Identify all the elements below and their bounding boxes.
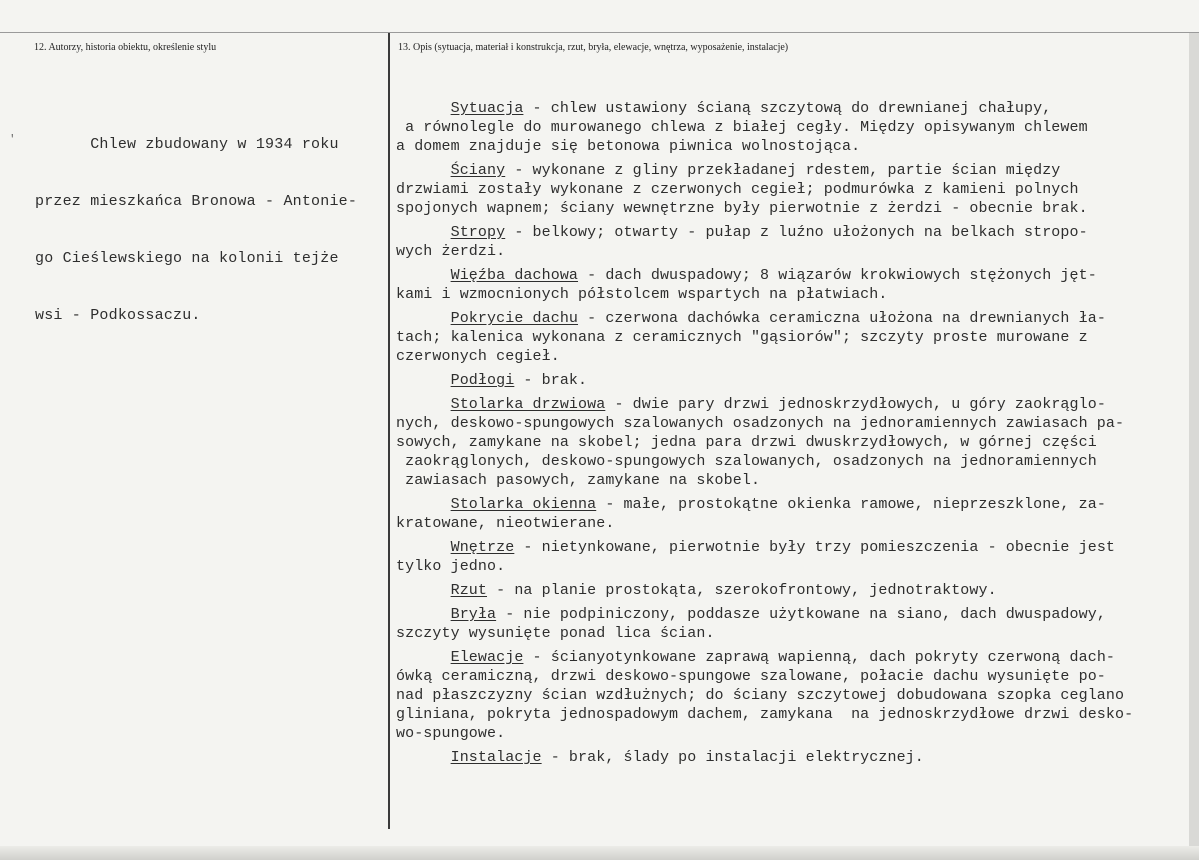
section-13-header: 13. Opis (sytuacja, materiał i konstrukcja, rzut, bryła, elewacje, wnętrza, wyposażenie, instalacje)	[398, 42, 789, 53]
paragraph-heading: Więźba dachowa	[450, 267, 579, 284]
paragraph-indent	[396, 224, 451, 241]
margin-mark: '	[9, 134, 16, 146]
description-paragraph	[396, 605, 1186, 643]
paragraph-line: ówką ceramiczną, drzwi deskowo-spungowe szalowane, połacie dachu wysunięte po-	[396, 668, 1106, 685]
paragraph-heading: Instalacje	[450, 749, 542, 766]
history-text	[35, 97, 380, 344]
paragraph-line: szczyty wysunięte ponad lica ścian.	[396, 625, 715, 642]
paragraph-heading: Stropy	[450, 224, 506, 241]
paragraph-indent	[396, 606, 451, 623]
paragraph-first-line	[396, 581, 1186, 600]
paragraph-heading: Bryła	[450, 606, 497, 623]
paragraph-line: tylko jedno.	[396, 558, 506, 575]
paragraph-indent	[396, 496, 451, 513]
description-paragraph	[396, 395, 1186, 490]
paragraph-line: gliniana, pokryta jednospadowym dachem, zamykana na jednoskrzydłowe drzwi desko-	[396, 706, 1134, 723]
paragraph-text: - dach dwuspadowy; 8 wiązarów krokwiowych stężonych jęt-	[578, 267, 1097, 284]
paragraph-first-line	[396, 538, 1186, 557]
paragraph-line: drzwiami zostały wykonane z czerwonych cegieł; podmurówka z kamieni polnych	[396, 181, 1079, 198]
page-bottom-edge	[0, 846, 1199, 860]
paragraph-heading: Podłogi	[450, 372, 515, 389]
paragraph-indent	[396, 100, 451, 117]
description-paragraph	[396, 371, 1186, 390]
top-rule	[0, 32, 1199, 33]
paragraph-first-line	[396, 99, 1186, 118]
paragraph-first-line	[396, 495, 1186, 514]
description-paragraph	[396, 309, 1186, 366]
paragraph-heading: Stolarka drzwiowa	[450, 396, 606, 413]
paragraph-heading: Rzut	[450, 582, 488, 599]
paragraph-text: - wykonane z gliny przekładanej rdestem, partie ścian między	[505, 162, 1061, 179]
paragraph-indent	[396, 310, 451, 327]
paragraph-text: - na planie prostokąta, szerokofrontowy, jednotraktowy.	[487, 582, 997, 599]
paragraph-line: tach; kalenica wykonana z ceramicznych "gąsiorów"; szczyty proste murowane z	[396, 329, 1088, 346]
paragraph-heading: Sytuacja	[450, 100, 524, 117]
description-paragraph	[396, 648, 1186, 743]
paragraph-indent	[396, 372, 451, 389]
description-paragraph	[396, 266, 1186, 304]
paragraph-line: wych żerdzi.	[396, 243, 506, 260]
paragraph-text: - ścianyotynkowane zaprawą wapienną, dach pokryty czerwoną dach-	[523, 649, 1116, 666]
paragraph-indent	[396, 396, 451, 413]
paragraph-line: a równolegle do murowanego chlewa z białej cegły. Między opisywanym chlewem	[396, 119, 1088, 136]
paragraph-indent	[396, 539, 451, 556]
paragraph-line: a domem znajduje się betonowa piwnica wolnostojąca.	[396, 138, 861, 155]
description-paragraph	[396, 161, 1186, 218]
paragraph-heading: Ściany	[450, 162, 506, 179]
paragraph-heading: Wnętrze	[450, 539, 515, 556]
description-text	[396, 99, 1186, 772]
section-12-header: 12. Autorzy, historia obiektu, określenie stylu	[34, 42, 217, 53]
paragraph-line: spojonych wapnem; ściany wewnętrzne były pierwotnie z żerdzi - obecnie brak.	[396, 200, 1088, 217]
paragraph-first-line	[396, 161, 1186, 180]
paragraph-line: czerwonych cegieł.	[396, 348, 560, 365]
paragraph-line: kratowane, nieotwierane.	[396, 515, 615, 532]
paragraph-indent	[396, 749, 451, 766]
paragraph-text: - brak, ślady po instalacji elektrycznej.	[541, 749, 924, 766]
paragraph-text: - brak.	[514, 372, 588, 389]
paragraph-text: - małe, prostokątne okienka ramowe, nieprzeszklone, za-	[596, 496, 1106, 513]
paragraph-first-line	[396, 605, 1186, 624]
paragraph-text: - chlew ustawiony ścianą szczytową do drewnianej chałupy,	[523, 100, 1052, 117]
history-line: Chlew zbudowany w 1934 roku	[35, 136, 339, 153]
paragraph-indent	[396, 162, 451, 179]
paragraph-line: nad płaszczyzny ścian wzdłużnych; do ściany szczytowej dobudowana szopka ceglano	[396, 687, 1125, 704]
paragraph-line: nych, deskowo-spungowych szalowanych osadzonych na jednoramiennych zawiasach pa-	[396, 415, 1125, 432]
paragraph-line: sowych, zamykane na skobel; jedna para drzwi dwuskrzydłowych, w górnej części	[396, 434, 1097, 451]
paragraph-line: wo-spungowe.	[396, 725, 506, 742]
paragraph-indent	[396, 649, 451, 666]
paragraph-heading: Pokrycie dachu	[450, 310, 579, 327]
paragraph-first-line	[396, 371, 1186, 390]
paragraph-text: - czerwona dachówka ceramiczna ułożona na drewnianych ła-	[578, 310, 1106, 327]
paragraph-text: - belkowy; otwarty - pułap z luźno ułożonych na belkach stropo-	[505, 224, 1088, 241]
description-paragraph	[396, 495, 1186, 533]
description-paragraph	[396, 538, 1186, 576]
paragraph-line: zawiasach pasowych, zamykane na skobel.	[396, 472, 761, 489]
history-line: go Cieślewskiego na kolonii tejże	[35, 250, 339, 267]
page-edge	[1189, 33, 1199, 860]
paragraph-line: zaokrąglonych, deskowo-spungowych szalowanych, osadzonych na jednoramiennych	[396, 453, 1097, 470]
column-divider	[388, 33, 390, 829]
paragraph-first-line	[396, 309, 1186, 328]
history-line: wsi - Podkossaczu.	[35, 307, 201, 324]
description-paragraph	[396, 748, 1186, 767]
paragraph-first-line	[396, 395, 1186, 414]
paragraph-text: - dwie pary drzwi jednoskrzydłowych, u góry zaokrąglo-	[605, 396, 1106, 413]
paragraph-indent	[396, 582, 451, 599]
paragraph-heading: Elewacje	[450, 649, 524, 666]
paragraph-heading: Stolarka okienna	[450, 496, 597, 513]
description-paragraph	[396, 99, 1186, 156]
paragraph-line: kami i wzmocnionych półstolcem wspartych na płatwiach.	[396, 286, 888, 303]
paragraph-text: - nietynkowane, pierwotnie były trzy pomieszczenia - obecnie jest	[514, 539, 1116, 556]
description-paragraph	[396, 581, 1186, 600]
paragraph-first-line	[396, 748, 1186, 767]
description-paragraph	[396, 223, 1186, 261]
paragraph-first-line	[396, 223, 1186, 242]
paragraph-text: - nie podpiniczony, poddasze użytkowane na siano, dach dwuspadowy,	[496, 606, 1106, 623]
paragraph-first-line	[396, 266, 1186, 285]
paragraph-indent	[396, 267, 451, 284]
paragraph-first-line	[396, 648, 1186, 667]
history-line: przez mieszkańca Bronowa - Antonie-	[35, 193, 358, 210]
